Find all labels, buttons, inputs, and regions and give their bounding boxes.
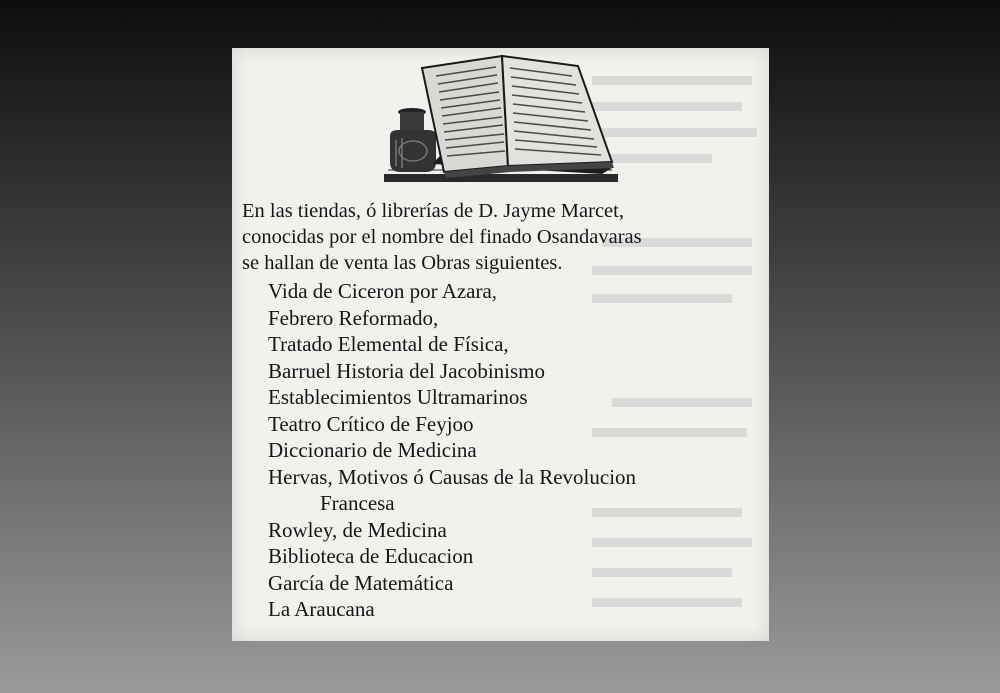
advertisement-intro-line: se hallan de venta las Obras siguientes. bbox=[242, 252, 563, 274]
book-title: La Araucana bbox=[268, 597, 375, 621]
bookstore-advertisement bbox=[242, 198, 767, 623]
advertisement-intro-line: En las tiendas, ó librerías de D. Jayme Marcet, bbox=[242, 200, 624, 222]
book-title: Teatro Crítico de Feyjoo bbox=[268, 411, 474, 436]
book-title: Biblioteca de Educacion bbox=[268, 544, 474, 568]
book-title: Diccionario de Medicina bbox=[268, 438, 477, 462]
book-title: Febrero Reformado, bbox=[268, 305, 439, 330]
book-title: Vida de Ciceron por Azara, bbox=[268, 279, 498, 303]
advertisement-intro-line: conocidas por el nombre del finado Osandavaras bbox=[242, 226, 642, 248]
book-title: Hervas, Motivos ó Causas de la Revolucion Francesa bbox=[242, 464, 767, 517]
newspaper-clipping bbox=[232, 48, 769, 641]
inkwell bbox=[390, 108, 436, 172]
book-title: García de Matemática bbox=[268, 570, 454, 595]
book-title: Barruel Historia del Jacobinismo bbox=[268, 358, 546, 383]
book-title: Rowley, de Medicina bbox=[268, 517, 447, 542]
book-title-continuation: Francesa bbox=[320, 491, 395, 515]
book-title: Tratado Elemental de Física, bbox=[268, 332, 509, 356]
book-list bbox=[242, 278, 767, 623]
book-title: Establecimientos Ultramarinos bbox=[268, 385, 528, 409]
open-book-and-inkwell-icon bbox=[382, 50, 622, 188]
